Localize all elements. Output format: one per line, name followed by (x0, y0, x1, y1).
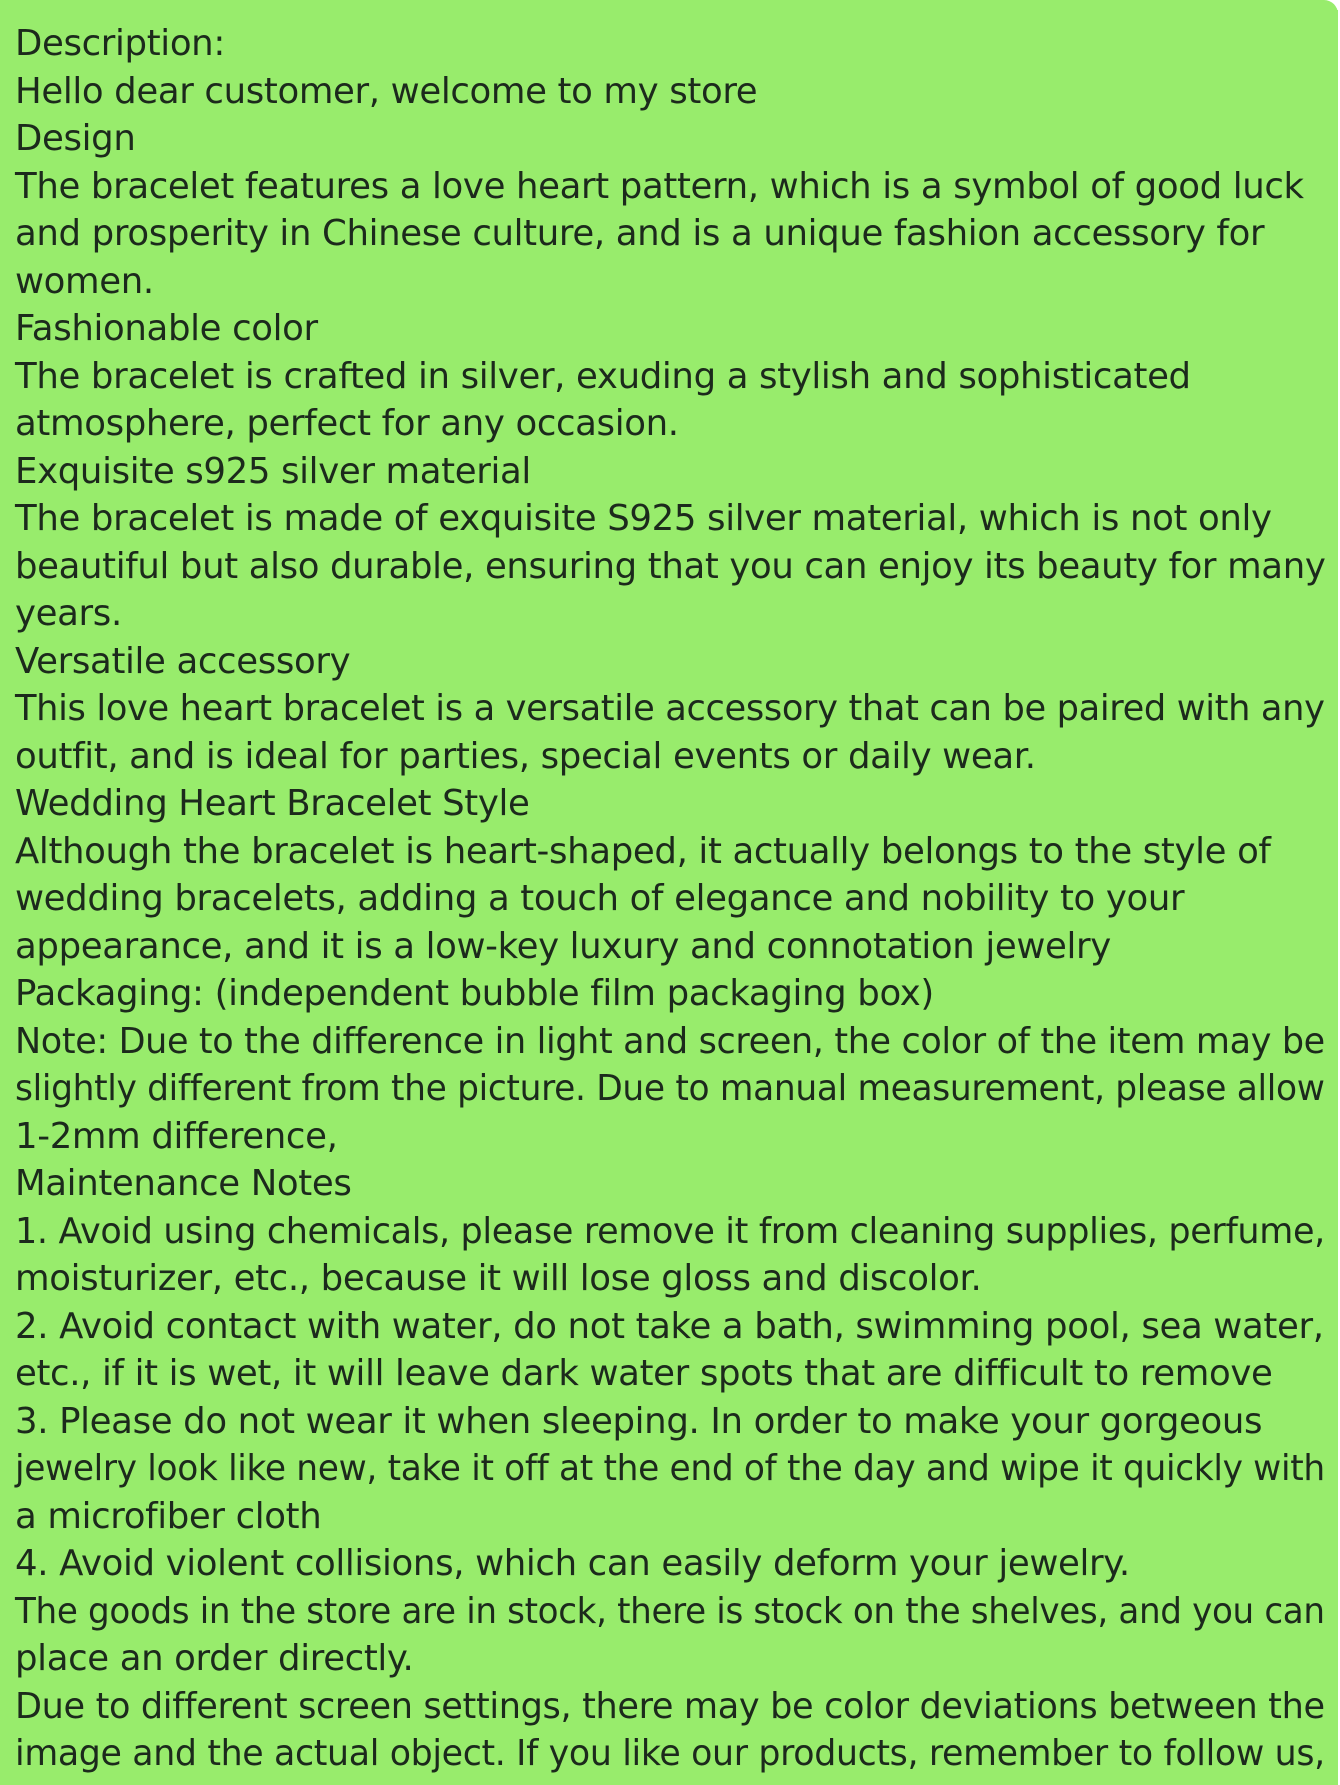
message-line: wedding bracelets, adding a touch of elegance and nobility to your (15, 878, 1185, 919)
message-line: Design (15, 118, 136, 159)
message-line: etc., if it is wet, it will leave dark water spots that are difficult to remove (15, 1353, 1273, 1394)
message-line: Fashionable color (15, 308, 318, 349)
message-line: Versatile accessory (15, 640, 351, 682)
message-line: and prosperity in Chinese culture, and is a unique fashion accessory for (15, 213, 1265, 254)
message-line: 2. Avoid contact with water, do not take a bath, swimming pool, sea water, (15, 1305, 1324, 1347)
message-line: image and the actual object. If you like our products, remember to follow us, (15, 1733, 1325, 1774)
message-line: women. (15, 260, 154, 302)
message-line: years. (15, 593, 122, 634)
message-line: atmosphere, perfect for any occasion. (15, 403, 679, 444)
message-line: The bracelet features a love heart pattern, which is a symbol of good luck (15, 165, 1304, 207)
message-line: place an order directly. (15, 1638, 414, 1679)
message-line: The goods in the store are in stock, there is stock on the shelves, and you can (15, 1590, 1325, 1632)
message-line: Due to different screen settings, there may be color deviations between the (15, 1685, 1325, 1727)
message-line: 3. Please do not wear it when sleeping. In order to make your gorgeous (15, 1400, 1263, 1442)
message-line: Maintenance Notes (15, 1163, 352, 1204)
bubble-tail (1334, 10, 1338, 34)
message-line: The bracelet is crafted in silver, exuding a stylish and sophisticated (15, 355, 1191, 397)
message-line: Although the bracelet is heart-shaped, it actually belongs to the style of (15, 830, 1271, 872)
message-line: Hello dear customer, welcome to my store (15, 70, 758, 112)
message-line: This love heart bracelet is a versatile accessory that can be paired with any (15, 688, 1325, 729)
message-text[interactable] (15, 20, 1333, 1778)
message-line: beautiful but also durable, ensuring that you can enjoy its beauty for many (15, 545, 1326, 587)
message-line: moisturizer, etc., because it will lose gloss and discolor. (15, 1258, 982, 1299)
message-line: jewelry look like new, take it off at the end of the day and wipe it quickly with (15, 1448, 1325, 1489)
message-line: 1-2mm difference, (15, 1115, 338, 1157)
message-line: 4. Avoid violent collisions, which can easily deform your jewelry. (15, 1543, 1130, 1584)
message-line: a microfiber cloth (15, 1495, 322, 1537)
message-line: Packaging: (independent bubble film packaging box) (15, 973, 934, 1014)
message-line: Description: (15, 23, 225, 64)
message-line: Exquisite s925 silver material (15, 450, 531, 492)
message-line: appearance, and it is a low-key luxury and connotation jewelry (15, 925, 1111, 967)
message-line: Note: Due to the difference in light and screen, the color of the item may be (15, 1020, 1325, 1062)
message-line: 1. Avoid using chemicals, please remove it from cleaning supplies, perfume, (15, 1210, 1325, 1252)
message-line: outfit, and is ideal for parties, special events or daily wear. (15, 735, 1036, 777)
message-line: Wedding Heart Bracelet Style (15, 783, 530, 824)
message-line: The bracelet is made of exquisite S925 silver material, which is not only (15, 498, 1272, 539)
message-line: slightly different from the picture. Due to manual measurement, please allow (15, 1068, 1325, 1109)
